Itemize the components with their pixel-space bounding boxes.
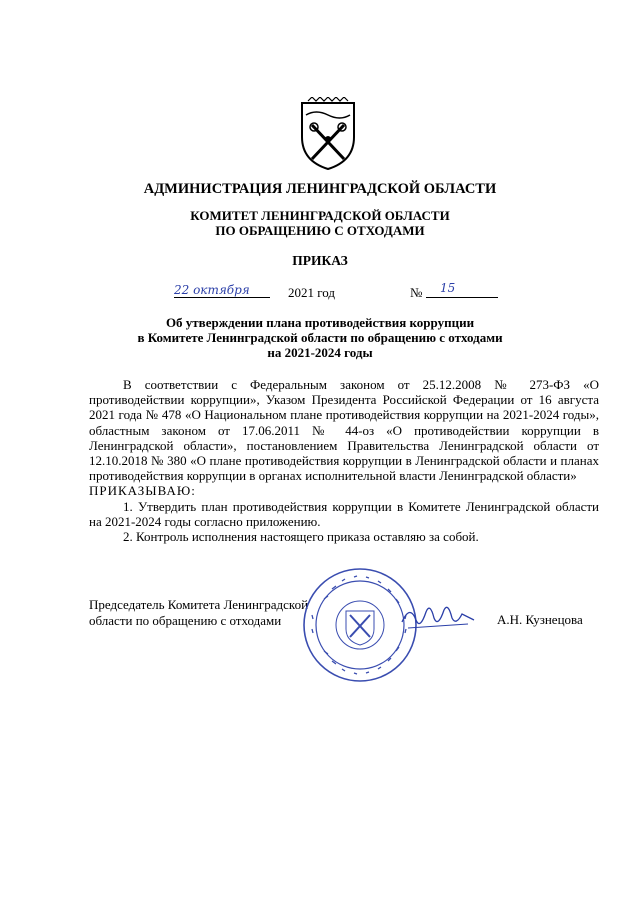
position-line-2: области по обращению с отходами [89, 613, 282, 628]
committee-line-1: КОМИТЕТ ЛЕНИНГРАДСКОЙ ОБЛАСТИ [190, 208, 450, 223]
subject-line-3: на 2021-2024 годы [267, 345, 373, 360]
preamble-paragraph: В соответствии с Федеральным законом от 25.12.2008 № 273-ФЗ «О противодействии коррупции», Указом Президента Российской Федерации от 16 августа 2021 года № 478 «О Национальном плане противодействия коррупции на 2021-2024 годы», областным законом от 17.06.2011 № 44-оз «О противодействии коррупции в Ленинградской области», постановлением Правительства Ленинградской области от 12.10.2018 № 380 «О плане противодействия коррупции в Ленинградской области и планах противодействия коррупции в органах исполнительной власти Ленинградской области» [89, 377, 599, 484]
subject-line-1: Об утверждении плана противодействия коррупции [165, 315, 475, 330]
coat-of-arms-icon [296, 97, 360, 173]
date-year: 2021 год [288, 285, 335, 300]
committee-line-2: ПО ОБРАЩЕНИЮ С ОТХОДАМИ [215, 223, 425, 238]
subject-line-2: в Комитете Ленинградской области по обращению с отходами [137, 330, 503, 345]
document-type: ПРИКАЗ [292, 253, 348, 268]
order-subject [0, 315, 640, 360]
handwritten-number: 15 [440, 281, 456, 295]
handwritten-date: 22 октября [174, 283, 250, 297]
order-word: ПРИКАЗЫВАЮ: [89, 483, 196, 499]
order-body [89, 377, 599, 544]
number-label: № [410, 285, 423, 300]
number-underline [426, 297, 498, 298]
signatory-name: А.Н. Кузнецова [497, 612, 583, 627]
order-item-1: 1. Утвердить план противодействия коррупции в Комитете Ленинградской области на 2021-2024 годы согласно приложению. [89, 498, 599, 529]
order-item-2: 2. Контроль исполнения настоящего приказа оставляю за собой. [123, 529, 479, 545]
signatory-position [89, 597, 308, 629]
committee-title [0, 208, 640, 238]
date-number-line [160, 283, 520, 303]
date-underline [174, 297, 270, 298]
agency-title: АДМИНИСТРАЦИЯ ЛЕНИНГРАДСКОЙ ОБЛАСТИ [143, 181, 497, 197]
signature-icon [398, 598, 478, 636]
position-line-1: Председатель Комитета Ленинградской [89, 597, 309, 612]
